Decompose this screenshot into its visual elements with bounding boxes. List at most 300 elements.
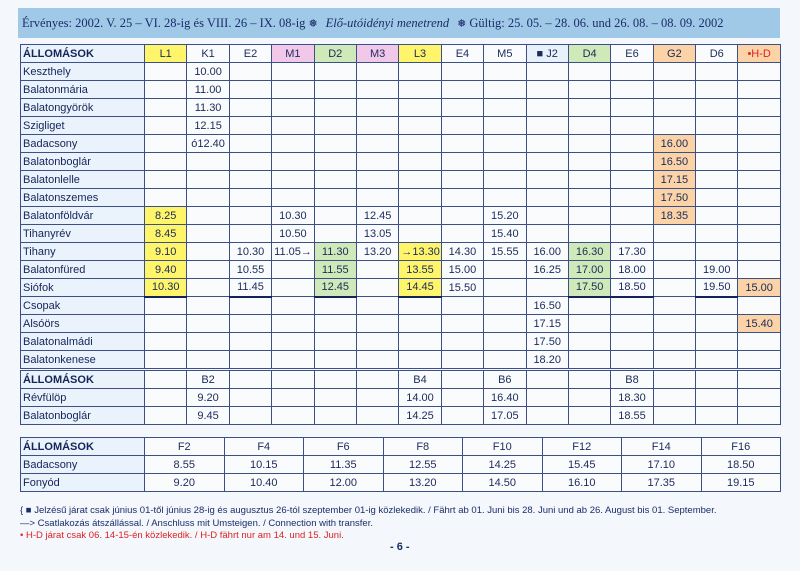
station-name: Tihanyrév <box>21 225 145 243</box>
time-cell <box>441 225 483 243</box>
time-cell <box>738 117 780 135</box>
time-cell <box>441 189 483 207</box>
page-number: - 6 - <box>390 541 410 553</box>
route-header: E4 <box>441 45 483 63</box>
time-cell <box>568 63 610 81</box>
time-cell <box>229 99 271 117</box>
route-header: M1 <box>272 45 314 63</box>
station-header: ÁLLOMÁSOK <box>21 371 145 389</box>
station-name: Szigliget <box>21 117 145 135</box>
time-cell: 16.00 <box>526 243 568 261</box>
time-cell: 13.20 <box>356 243 398 261</box>
station-name: Badacsony <box>21 456 145 474</box>
route-header: ■ J2 <box>526 45 568 63</box>
time-cell <box>229 389 271 407</box>
time-cell <box>187 243 229 261</box>
route-header: F4 <box>224 438 304 456</box>
time-cell <box>272 189 314 207</box>
time-cell <box>441 207 483 225</box>
time-cell <box>696 171 738 189</box>
timetable-revfulop <box>20 370 781 425</box>
time-cell <box>738 153 780 171</box>
table-row <box>21 153 781 171</box>
time-cell <box>441 117 483 135</box>
time-cell <box>653 99 695 117</box>
time-cell <box>399 225 441 243</box>
time-cell <box>314 225 356 243</box>
time-cell <box>272 261 314 279</box>
route-header <box>568 371 610 389</box>
time-cell <box>526 407 568 425</box>
table-row <box>21 261 781 279</box>
time-cell <box>526 135 568 153</box>
time-cell <box>568 153 610 171</box>
station-name: Balatonlelle <box>21 171 145 189</box>
route-header <box>526 371 568 389</box>
time-cell <box>611 333 653 351</box>
route-header: L3 <box>399 45 441 63</box>
time-cell <box>568 135 610 153</box>
time-cell <box>314 315 356 333</box>
time-cell <box>272 99 314 117</box>
station-header: ÁLLOMÁSOK <box>21 438 145 456</box>
time-cell: 11.00 <box>187 81 229 99</box>
time-cell: 12.45 <box>314 279 356 297</box>
time-cell <box>399 189 441 207</box>
time-cell <box>356 153 398 171</box>
time-cell: 14.25 <box>463 456 543 474</box>
time-cell <box>653 261 695 279</box>
station-name: Balatonföldvár <box>21 207 145 225</box>
route-header: M3 <box>356 45 398 63</box>
route-header: F10 <box>463 438 543 456</box>
route-header: F2 <box>145 438 225 456</box>
time-cell: 13.05 <box>356 225 398 243</box>
time-cell: 17.15 <box>653 171 695 189</box>
time-cell: 16.40 <box>484 389 526 407</box>
time-cell: 15.20 <box>484 207 526 225</box>
time-cell <box>441 315 483 333</box>
time-cell: 14.25 <box>399 407 441 425</box>
station-name: Balatonboglár <box>21 153 145 171</box>
time-cell <box>568 351 610 369</box>
time-cell: 15.40 <box>738 315 780 333</box>
validity-hu: Érvényes: 2002. V. 25 – VI. 28-ig és VIII. 26 – IX. 08-ig <box>22 15 306 30</box>
time-cell <box>611 153 653 171</box>
route-header: E2 <box>229 45 271 63</box>
time-cell <box>526 189 568 207</box>
time-cell <box>314 351 356 369</box>
time-cell <box>399 207 441 225</box>
time-cell: 16.50 <box>526 297 568 315</box>
time-cell <box>441 389 483 407</box>
station-name: Balatonkenese <box>21 351 145 369</box>
time-cell <box>229 117 271 135</box>
time-cell <box>738 297 780 315</box>
table-row <box>21 333 781 351</box>
time-cell <box>568 189 610 207</box>
timetable-main <box>20 44 781 369</box>
time-cell: 18.50 <box>701 456 781 474</box>
time-cell: 17.10 <box>622 456 702 474</box>
time-cell: 10.50 <box>272 225 314 243</box>
time-cell: 16.10 <box>542 474 622 492</box>
time-cell <box>187 333 229 351</box>
time-cell <box>696 407 738 425</box>
time-cell <box>526 117 568 135</box>
time-cell <box>653 225 695 243</box>
time-cell <box>526 389 568 407</box>
time-cell <box>526 153 568 171</box>
time-cell <box>484 117 526 135</box>
time-cell <box>568 117 610 135</box>
time-cell <box>314 207 356 225</box>
time-cell: 17.50 <box>568 279 610 297</box>
footnote-hd: • H-D járat csak 06. 14-15-én közlekedik. / H-D fährt nur am 14. und 15. Juni. <box>20 530 344 541</box>
time-cell <box>314 99 356 117</box>
time-cell <box>399 297 441 315</box>
station-name: Balatonboglár <box>21 407 145 425</box>
time-cell <box>484 81 526 99</box>
time-cell <box>314 189 356 207</box>
time-cell <box>399 63 441 81</box>
time-cell <box>272 407 314 425</box>
time-cell: 17.50 <box>526 333 568 351</box>
time-cell <box>738 389 780 407</box>
time-cell <box>441 153 483 171</box>
time-cell: 19.00 <box>696 261 738 279</box>
route-header: D2 <box>314 45 356 63</box>
time-cell <box>696 99 738 117</box>
time-cell: 17.15 <box>526 315 568 333</box>
time-cell: 10.55 <box>229 261 271 279</box>
time-cell: 15.00 <box>441 261 483 279</box>
time-cell <box>441 407 483 425</box>
station-name: Balatonalmádi <box>21 333 145 351</box>
time-cell <box>484 261 526 279</box>
time-cell <box>272 389 314 407</box>
schedule-title: Elő-utóidényi menetrend <box>325 15 450 30</box>
time-cell <box>356 261 398 279</box>
time-cell <box>484 315 526 333</box>
time-cell <box>653 117 695 135</box>
time-cell <box>526 279 568 297</box>
station-name: Balatongyörök <box>21 99 145 117</box>
time-cell <box>145 153 187 171</box>
route-header: •H-D <box>738 45 780 63</box>
time-cell <box>568 315 610 333</box>
time-cell <box>738 351 780 369</box>
time-cell <box>187 189 229 207</box>
time-cell <box>568 225 610 243</box>
station-name: Fonyód <box>21 474 145 492</box>
time-cell <box>484 333 526 351</box>
route-header: B4 <box>399 371 441 389</box>
time-cell <box>356 189 398 207</box>
time-cell <box>738 225 780 243</box>
time-cell <box>399 117 441 135</box>
time-cell <box>399 153 441 171</box>
time-cell: 11.45 <box>229 279 271 297</box>
time-cell <box>229 81 271 99</box>
time-cell <box>272 117 314 135</box>
time-cell: 18.55 <box>611 407 653 425</box>
time-cell: 11.30 <box>314 243 356 261</box>
time-cell <box>399 171 441 189</box>
time-cell <box>229 333 271 351</box>
time-cell: 10.30 <box>272 207 314 225</box>
time-cell <box>272 333 314 351</box>
time-cell <box>484 153 526 171</box>
time-cell <box>399 81 441 99</box>
time-cell <box>696 225 738 243</box>
time-cell <box>145 171 187 189</box>
route-header: M5 <box>484 45 526 63</box>
time-cell <box>696 315 738 333</box>
time-cell: ó12.40 <box>187 135 229 153</box>
time-cell <box>738 243 780 261</box>
station-name: Révfülöp <box>21 389 145 407</box>
time-cell: 18.20 <box>526 351 568 369</box>
time-cell: 11.05→ <box>272 243 314 261</box>
table-row <box>21 99 781 117</box>
time-cell <box>696 63 738 81</box>
time-cell: 16.30 <box>568 243 610 261</box>
time-cell <box>611 225 653 243</box>
route-header <box>738 371 780 389</box>
time-cell <box>526 225 568 243</box>
time-cell: 10.00 <box>187 63 229 81</box>
time-cell <box>145 351 187 369</box>
time-cell <box>696 117 738 135</box>
time-cell <box>187 315 229 333</box>
time-cell <box>696 135 738 153</box>
time-cell <box>611 171 653 189</box>
time-cell <box>653 333 695 351</box>
route-header: D6 <box>696 45 738 63</box>
time-cell <box>441 63 483 81</box>
time-cell <box>738 171 780 189</box>
time-cell <box>484 279 526 297</box>
time-cell: 9.20 <box>187 389 229 407</box>
time-cell <box>229 207 271 225</box>
time-cell <box>696 243 738 261</box>
table-row <box>21 135 781 153</box>
time-cell <box>441 135 483 153</box>
time-cell <box>356 135 398 153</box>
time-cell <box>272 351 314 369</box>
time-cell: 15.00 <box>738 279 780 297</box>
time-cell: 15.45 <box>542 456 622 474</box>
time-cell <box>526 171 568 189</box>
time-cell: 18.00 <box>611 261 653 279</box>
time-cell <box>738 63 780 81</box>
time-cell <box>738 135 780 153</box>
time-cell: 17.30 <box>611 243 653 261</box>
time-cell <box>314 333 356 351</box>
time-cell <box>611 189 653 207</box>
time-cell <box>314 135 356 153</box>
time-cell: →13.30 <box>399 243 441 261</box>
time-cell <box>738 189 780 207</box>
time-cell <box>653 407 695 425</box>
time-cell: 10.30 <box>229 243 271 261</box>
validity-de: Gültig: 25. 05. – 28. 06. und 26. 08. – 08. 09. 2002 <box>469 15 724 30</box>
table-row <box>21 351 781 369</box>
time-cell <box>568 297 610 315</box>
time-cell <box>272 153 314 171</box>
time-cell: 15.55 <box>484 243 526 261</box>
time-cell <box>145 117 187 135</box>
station-name: Balatonfüred <box>21 261 145 279</box>
route-header <box>229 371 271 389</box>
time-cell <box>145 389 187 407</box>
station-name: Tihany <box>21 243 145 261</box>
table-row <box>21 474 781 492</box>
time-cell <box>611 135 653 153</box>
time-cell: 12.55 <box>383 456 463 474</box>
time-cell <box>611 297 653 315</box>
time-cell <box>738 333 780 351</box>
time-cell: 11.35 <box>304 456 384 474</box>
time-cell <box>611 99 653 117</box>
time-cell <box>356 99 398 117</box>
station-header: ÁLLOMÁSOK <box>21 45 145 63</box>
time-cell <box>145 63 187 81</box>
time-cell: 11.30 <box>187 99 229 117</box>
time-cell: 17.05 <box>484 407 526 425</box>
time-cell <box>229 297 271 315</box>
time-cell <box>738 407 780 425</box>
time-cell <box>441 81 483 99</box>
time-cell <box>356 63 398 81</box>
time-cell <box>272 297 314 315</box>
time-cell <box>484 63 526 81</box>
time-cell: 11.55 <box>314 261 356 279</box>
time-cell <box>229 225 271 243</box>
time-cell <box>611 351 653 369</box>
route-header <box>145 371 187 389</box>
time-cell <box>145 333 187 351</box>
route-header <box>356 371 398 389</box>
time-cell <box>356 279 398 297</box>
footnote-transfer: —> Csatlakozás átszállással. / Anschluss mit Umsteigen. / Connection with transfer. <box>20 517 373 529</box>
route-header: F12 <box>542 438 622 456</box>
time-cell <box>441 351 483 369</box>
time-cell <box>145 189 187 207</box>
route-header: B2 <box>187 371 229 389</box>
route-header: F8 <box>383 438 463 456</box>
route-header: K1 <box>187 45 229 63</box>
table-row <box>21 189 781 207</box>
time-cell <box>738 261 780 279</box>
time-cell <box>356 171 398 189</box>
time-cell: 15.50 <box>441 279 483 297</box>
table-row <box>21 315 781 333</box>
route-header <box>441 371 483 389</box>
time-cell: 16.50 <box>653 153 695 171</box>
time-cell <box>187 279 229 297</box>
time-cell <box>356 407 398 425</box>
time-cell: 17.50 <box>653 189 695 207</box>
time-cell <box>568 81 610 99</box>
time-cell <box>272 315 314 333</box>
table-row <box>21 171 781 189</box>
route-header <box>314 371 356 389</box>
time-cell <box>356 117 398 135</box>
time-cell: 14.00 <box>399 389 441 407</box>
time-cell <box>314 153 356 171</box>
route-header: L1 <box>145 45 187 63</box>
time-cell <box>187 153 229 171</box>
route-header <box>653 371 695 389</box>
time-cell: 8.55 <box>145 456 225 474</box>
time-cell <box>696 153 738 171</box>
time-cell: 9.45 <box>187 407 229 425</box>
time-cell <box>696 389 738 407</box>
time-cell: 16.00 <box>653 135 695 153</box>
route-header: F16 <box>701 438 781 456</box>
time-cell <box>568 207 610 225</box>
time-cell <box>187 261 229 279</box>
time-cell <box>314 389 356 407</box>
time-cell <box>229 135 271 153</box>
time-cell <box>145 407 187 425</box>
time-cell: 9.20 <box>145 474 225 492</box>
route-header: G2 <box>653 45 695 63</box>
time-cell <box>568 407 610 425</box>
station-name: Balatonszemes <box>21 189 145 207</box>
time-cell: 10.30 <box>145 279 187 297</box>
station-name: Balatonmária <box>21 81 145 99</box>
time-cell <box>653 389 695 407</box>
time-cell <box>441 171 483 189</box>
route-header: D4 <box>568 45 610 63</box>
time-cell <box>145 135 187 153</box>
time-cell: 9.40 <box>145 261 187 279</box>
time-cell <box>611 315 653 333</box>
time-cell <box>399 315 441 333</box>
time-cell <box>484 171 526 189</box>
time-cell: 14.50 <box>463 474 543 492</box>
time-cell: 13.55 <box>399 261 441 279</box>
time-cell: 18.50 <box>611 279 653 297</box>
time-cell <box>653 81 695 99</box>
time-cell <box>272 171 314 189</box>
time-cell <box>229 171 271 189</box>
time-cell <box>696 81 738 99</box>
route-header: E6 <box>611 45 653 63</box>
table-row <box>21 207 781 225</box>
timetable-badacsony <box>20 437 781 492</box>
time-cell: 13.20 <box>383 474 463 492</box>
time-cell <box>738 81 780 99</box>
time-cell <box>738 99 780 117</box>
time-cell: 14.30 <box>441 243 483 261</box>
time-cell: 16.25 <box>526 261 568 279</box>
time-cell: 19.15 <box>701 474 781 492</box>
time-cell <box>356 333 398 351</box>
table-row <box>21 243 781 261</box>
time-cell <box>441 297 483 315</box>
time-cell <box>611 207 653 225</box>
time-cell <box>568 333 610 351</box>
time-cell <box>696 189 738 207</box>
table-row <box>21 297 781 315</box>
time-cell: 12.45 <box>356 207 398 225</box>
table-row <box>21 117 781 135</box>
time-cell <box>611 63 653 81</box>
